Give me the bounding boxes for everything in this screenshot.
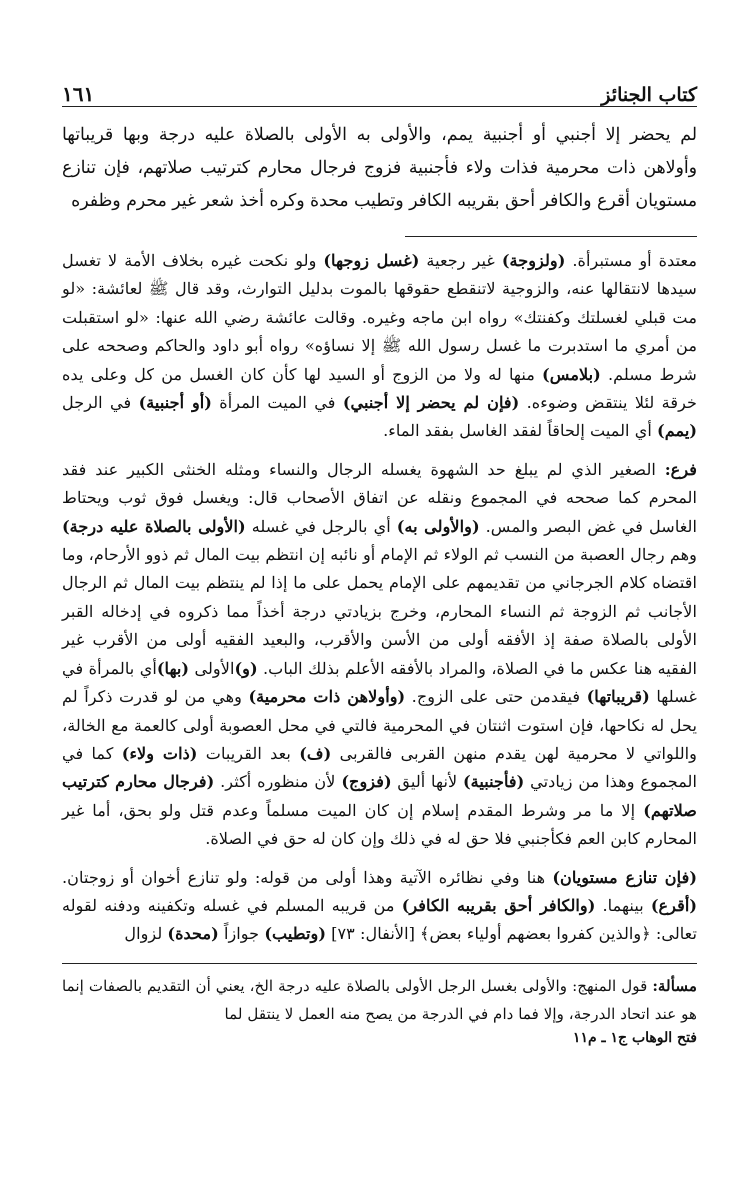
printer-signature: فتح الوهاب ج١ ـ م١١ xyxy=(572,1029,697,1046)
separator-full xyxy=(62,963,697,964)
commentary-paragraph-2: فرع: الصغير الذي لم يبلغ حد الشهوة يغسله الرجال والنساء ومثله الخنثى الكبير عند فقد المحرم كما صححه في المجموع ونقله عن اتفاق الأصحاب قال: ويغسل فوق ثوب ويحتاط الغاسل في غض البصر والمس. (والأولى به) أي بالرجل في غسله (الأولى بالصلاة عليه درجة) وهم رجال العصبة من النسب ثم الولاء ثم الإمام أو نائبه إن انتظم بيت المال ثم ذوو الأرحام، وما اقتضاه كلام الجرجاني من تقديمهم على الإمام يحمل على ما إذا لم ينتظم بيت المال ثم الرجال الأجانب ثم الزوجة ثم النساء المحارم، وخرج بزيادتي درجة أخذاً مما ذكروه في إدخاله القبر الأولى بالصلاة صفة إذ الأفقه أولى من الأسن والأقرب، والبعيد الفقيه أولى من الأقرب غير الفقيه هنا عكس ما في الصلاة، والمراد بالأفقه الأعلم بذلك الباب. (و)الأولى (بها)أي بالمرأة في غسلها (قريباتها) فيقدمن حتى على الزوج. (وأولاهن ذات محرمية) وهي من لو قدرت ذكراً لم يحل له نكاحها، فإن استوت اثنتان في المحرمية فالتي في محل العصوبة أولى كالعمة مع الخالة، واللواتي لا محرمية لهن يقدم منهن القربى فالقربى (ف) بعد القريبات (ذات ولاء) كما في المجموع وهذا من زيادتي (فأجنبية) لأنها أليق (فزوج) لأن منظوره أكثر. (فرجال محارم كترتيب صلاتهم) إلا ما مر وشرط المقدم إسلام إن كان الميت مسلماً وعدم قتل ولو بحق، أما غير المحارم كابن العم فكأجنبي فلا حق له في ذلك وإن كان له حق في الصلاة. xyxy=(62,459,697,849)
commentary xyxy=(62,247,697,949)
commentary-paragraph-1: معتدة أو مستبرأة. (ولزوجة) غير رجعية (غسل زوجها) ولو نكحت غيره بخلاف الأمة لا تغسل سيدها لانتقالها عنه، والزوجية لاتنقطع حقوقها بالموت بدليل التوارث، وقد قال ﷺ لعائشة: «لو مت قبلي لغسلتك وكفنتك» رواه ابن ماجه وغيره. وقالت عائشة رضي الله عنها: «لو استقبلت من أمري ما استدبرت ما غسل رسول الله ﷺ إلا نساؤه» رواه أبو داود والحاكم وصححه على شرط مسلم. (بلامس) منها له ولا من الزوج أو السيد لها كأن كان الغسل من كل وعلى يده خرقة لئلا ينتقض وضوءه. (فإن لم يحضر إلا أجنبي) في الميت المرأة (أو أجنبية) في الرجل (يمم) أي الميت إلحاقاً لفقد الغاسل بفقد الماء. xyxy=(62,251,698,441)
footnote-label: مسألة: xyxy=(652,976,697,995)
footnote xyxy=(62,972,697,1028)
chapter-title: كتاب الجنائز xyxy=(601,84,697,106)
commentary-paragraph-3: (فإن تنازع مستويان) هنا وفي نظائره الآتية وهذا أولى من قوله: ولو تنازع أخوان أو زوجتان. (أقرع) بينهما. (والكافر أحق بقريبه الكافر) من قريبه المسلم في غسله وتكفينه ودفنه لقوله تعالى: ﴿والذين كفروا بعضهم أولياء بعض﴾ [الأنفال: ٧٣] (وتطيب) جوازاً (محدة) لزوال xyxy=(62,867,698,944)
footnote-text: قول المنهج: والأولى بغسل الرجل الأولى بالصلاة عليه درجة الخ، يعني أن التقديم بالصفات إنما هو عند اتحاد الدرجة، وإلا فما دام في الدرجة من يصح منه العمل لا ينتقل لما xyxy=(62,976,697,1023)
separator-short xyxy=(405,236,697,237)
page-header xyxy=(62,62,697,107)
page-number: ١٦١ xyxy=(62,82,95,106)
main-text: لم يحضر إلا أجنبي أو أجنبية يمم، والأولى به الأولى بالصلاة عليه درجة وبها قريباتها وأولاهن ذات محرمية فذات ولاء فأجنبية فزوج فرجال محارم كترتيب صلاتهم، فإن تنازع مستويان أقرع والكافر أحق بقريبه الكافر وتطيب محدة وكره أخذ شعر غير محرم وظفره xyxy=(62,125,697,211)
